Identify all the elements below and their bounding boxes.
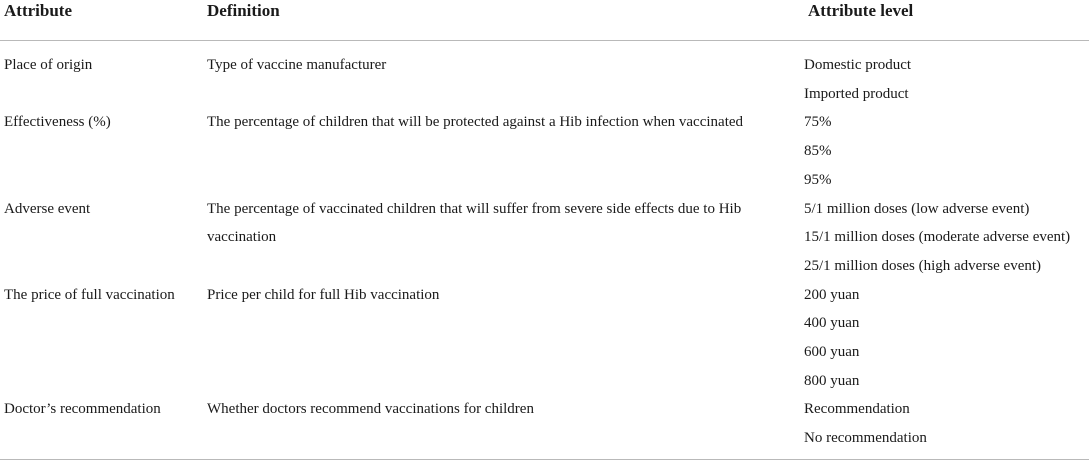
header-attribute-level: Attribute level <box>808 1 914 20</box>
cell-definition: Whether doctors recommend vaccinations for children <box>207 401 534 418</box>
header-definition: Definition <box>207 1 280 20</box>
cell-levels <box>804 395 1085 452</box>
cell-attribute: The price of full vaccination <box>4 286 175 303</box>
table-row <box>0 108 1089 194</box>
cell-levels <box>804 108 1085 194</box>
cell-attribute: Effectiveness (%) <box>4 114 111 131</box>
cell-definition: The percentage of children that will be protected against a Hib infection when vaccinated <box>207 114 744 131</box>
level-item: 600 yuan <box>804 344 860 361</box>
table-bottom-rule <box>0 459 1089 460</box>
cell-definition: Type of vaccine manufacturer <box>207 57 387 73</box>
level-item: 15/1 million doses (moderate adverse event) <box>804 229 1071 246</box>
table-header <box>0 0 1089 41</box>
cell-attribute: Doctor’s recommendation <box>4 401 161 418</box>
level-item: 75% <box>804 114 832 131</box>
cell-attribute: Adverse event <box>4 200 91 217</box>
level-item: Recommendation <box>804 401 910 418</box>
level-item: 200 yuan <box>804 286 860 303</box>
cell-levels <box>804 51 1085 108</box>
cell-attribute: Place of origin <box>4 57 93 73</box>
level-item: 400 yuan <box>804 315 860 332</box>
cell-definition: Price per child for full Hib vaccination <box>207 286 440 303</box>
table-body <box>0 41 1089 453</box>
level-item: 800 yuan <box>804 372 860 389</box>
level-item: Imported product <box>804 85 909 102</box>
table-row <box>0 195 1089 281</box>
table-row <box>0 395 1089 452</box>
level-item: 95% <box>804 171 832 188</box>
level-item: Domestic product <box>804 57 912 73</box>
cell-levels <box>804 281 1085 396</box>
level-item: 5/1 million doses (low adverse event) <box>804 200 1030 217</box>
header-attribute: Attribute <box>4 1 72 20</box>
level-item: No recommendation <box>804 430 927 447</box>
cell-levels <box>804 195 1085 281</box>
level-item: 25/1 million doses (high adverse event) <box>804 257 1042 274</box>
table-row <box>0 281 1089 396</box>
cell-definition: The percentage of vaccinated children that will suffer from severe side effects due to Hib vaccination <box>207 200 742 246</box>
table-row <box>0 51 1089 108</box>
level-item: 85% <box>804 143 832 160</box>
